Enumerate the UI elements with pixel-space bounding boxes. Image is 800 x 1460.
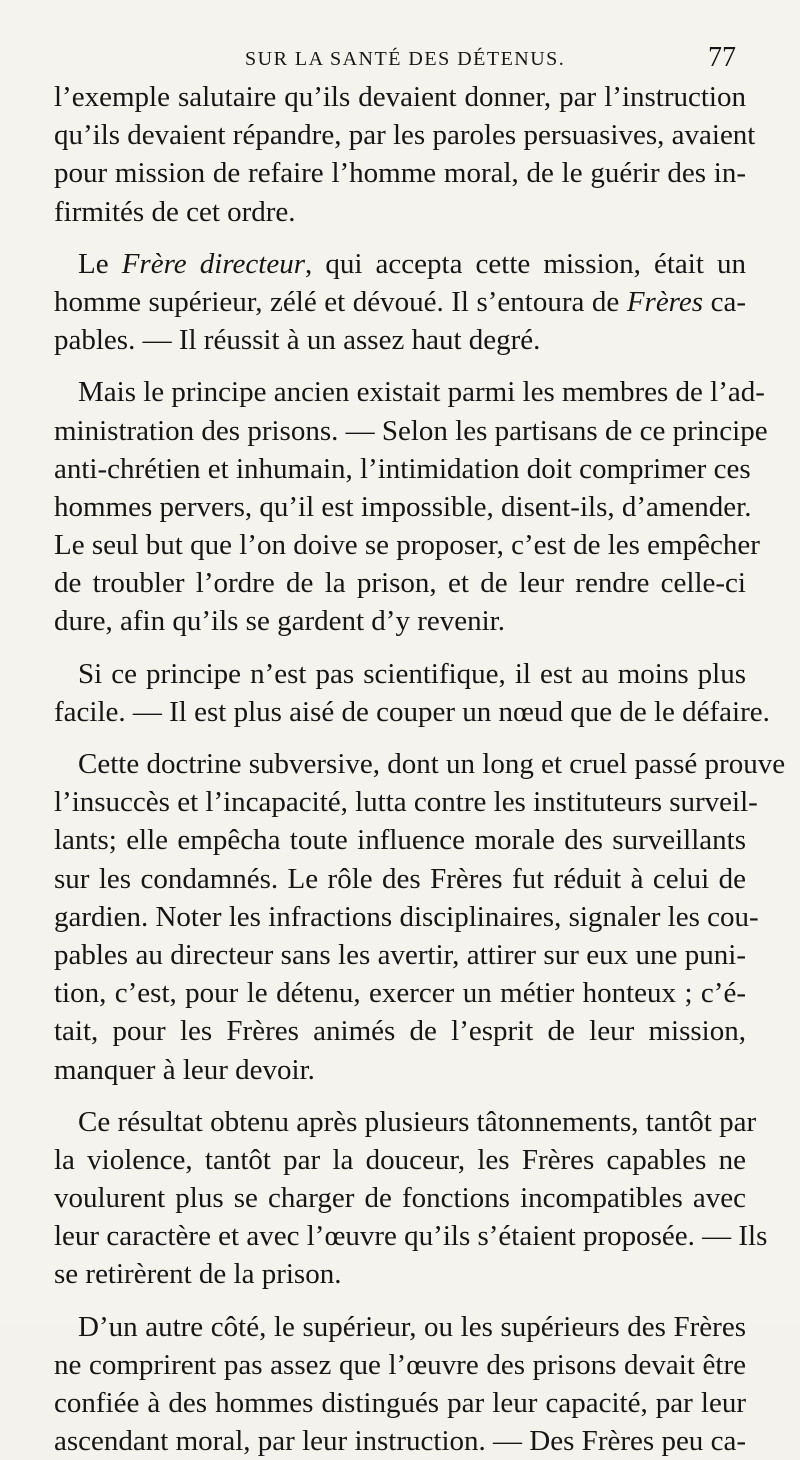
text-line: de troubler l’ordre de la prison, et de leur rendre celle-ci (54, 567, 746, 600)
paragraph-gap (54, 231, 746, 245)
text-line: sur les condamnés. Le rôle des Frères fut réduit à celui de (54, 862, 746, 895)
text-run: homme supérieur, zélé et dévoué. Il s’entoura de (54, 285, 627, 318)
text-run: ca- (703, 285, 746, 318)
text-line: tion, c’est, pour le détenu, exercer un métier honteux ; c’é- (54, 977, 746, 1010)
text-line: ne comprirent pas assez que l’œuvre des prisons devait être (54, 1348, 746, 1381)
text-line: tait, pour les Frères animés de l’esprit de leur mission, (54, 1015, 746, 1048)
text-line (54, 245, 746, 283)
text-line (54, 283, 746, 321)
text-line: voulurent plus se charger de fonctions incompatibles avec (54, 1182, 746, 1215)
text-line: la violence, tantôt par la douceur, les Frères capables ne (54, 1143, 746, 1176)
text-line: qu’ils devaient répandre, par les paroles persuasives, avaient (54, 119, 756, 152)
text-line: confiée à des hommes distingués par leur capacité, par leur (54, 1387, 746, 1419)
text-run: Le (78, 247, 122, 280)
running-head (0, 40, 800, 80)
body-text (54, 78, 786, 1460)
text-line: lants; elle empêcha toute influence morale des surveillants (54, 824, 746, 857)
text-line: Ce résultat obtenu après plusieurs tâtonnements, tantôt par (78, 1105, 757, 1138)
paragraph-gap (54, 359, 746, 373)
text-line: ascendant moral, par leur instruction. — Des Frères peu ca- (54, 1425, 746, 1458)
text-line: Le seul but que l’on doive se proposer, c’est de les empêcher (54, 529, 760, 562)
running-head-title: SUR LA SANTÉ DES DÉTENUS. (245, 48, 566, 70)
text-line: manquer à leur devoir. (54, 1053, 315, 1086)
italic-term: Frère directeur (121, 247, 305, 280)
text-line: Mais le principe ancien existait parmi les membres de l’ad- (78, 376, 765, 409)
page-number: 77 (708, 42, 736, 73)
text-line: leur caractère et avec l’œuvre qu’ils s’étaient proposée. — Ils (54, 1220, 768, 1253)
text-run: , qui accepta cette mission, était un (305, 247, 747, 280)
italic-term: Frères (626, 285, 704, 318)
text-line: se retirèrent de la prison. (54, 1258, 342, 1291)
text-line: hommes pervers, qu’il est impossible, disent-ils, d’amender. (54, 490, 752, 523)
text-line: gardien. Noter les infractions disciplinaires, signaler les cou- (54, 900, 759, 933)
text-line: facile. — Il est plus aisé de couper un nœud que de le défaire. (54, 695, 770, 728)
text-line: Si ce principe n’est pas scientifique, il est au moins plus (78, 657, 746, 690)
text-line: l’insuccès et l’incapacité, lutta contre les instituteurs surveil- (54, 786, 758, 819)
paragraph-gap (54, 731, 746, 745)
text-line: firmités de cet ordre. (54, 195, 296, 228)
paragraph-gap (54, 1089, 746, 1103)
text-line: Cette doctrine subversive, dont un long et cruel passé prouve (78, 748, 786, 780)
text-line: pables. — Il réussit à un assez haut degré. (54, 324, 541, 357)
text-line: l’exemple salutaire qu’ils devaient donner, par l’instruction (54, 81, 746, 113)
text-line: pour mission de refaire l’homme moral, de le guérir des in- (54, 157, 746, 190)
text-line: pables au directeur sans les avertir, attirer sur eux une puni- (54, 938, 746, 971)
text-line: D’un autre côté, le supérieur, ou les supérieurs des Frères (78, 1310, 746, 1343)
paragraph-gap (54, 1294, 746, 1308)
text-line: anti-chrétien et inhumain, l’intimidation doit comprimer ces (54, 452, 751, 485)
text-line: dure, afin qu’ils se gardent d’y revenir. (54, 605, 505, 638)
paragraph-gap (54, 641, 746, 655)
text-line: ministration des prisons. — Selon les partisans de ce principe (54, 414, 768, 447)
